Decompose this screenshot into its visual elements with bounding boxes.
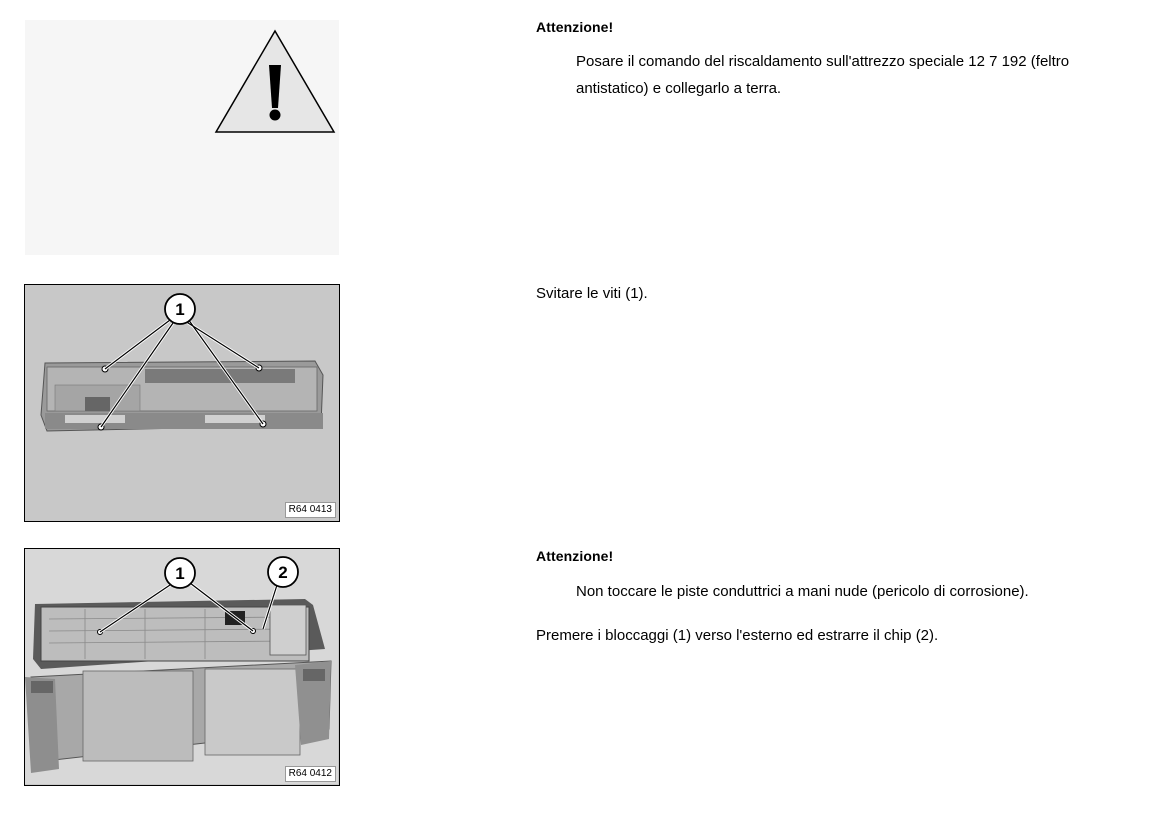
control-unit-illustration — [25, 285, 338, 520]
callout-1-label: 1 — [175, 564, 185, 583]
instruction-text-2: Svitare le viti (1). — [536, 285, 648, 302]
warning-panel — [25, 20, 339, 255]
figure-r64-0412 — [24, 548, 340, 786]
instruction-text-3: Premere i bloccaggi (1) verso l'esterno ed estrarre il chip (2). — [536, 627, 939, 644]
callout-1-label: 1 — [175, 300, 185, 319]
warning-heading-2: Attenzione! — [536, 548, 614, 564]
figure-label: R64 0413 — [285, 502, 336, 518]
warning-text-1 — [576, 48, 1136, 102]
warning-heading-1: Attenzione! — [536, 19, 614, 35]
figure-label: R64 0412 — [285, 766, 336, 782]
callout-2-label: 2 — [278, 563, 288, 582]
warning-triangle-icon — [25, 20, 339, 255]
warning-text-2: Non toccare le piste conduttrici a mani nude (pericolo di corrosione). — [576, 583, 1029, 600]
warning-text-1-line2: antistatico) e collegarlo a terra. — [576, 80, 782, 97]
chip-removal-illustration — [25, 549, 338, 784]
figure-r64-0413 — [24, 284, 340, 522]
warning-text-1-line1: Posare il comando del riscaldamento sull'attrezzo speciale 12 7 192 (feltro — [576, 53, 1070, 70]
